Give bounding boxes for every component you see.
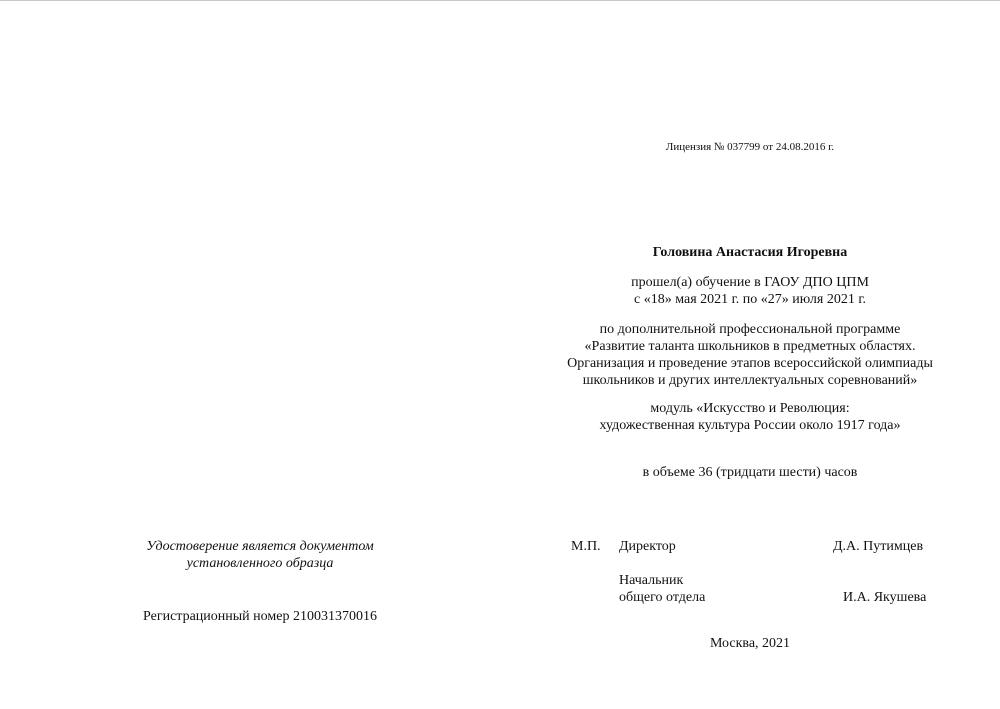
city-year-block: [500, 635, 1000, 652]
certificate-note-line-1: Удостоверение является документом: [146, 539, 374, 554]
license-line: [500, 139, 1000, 156]
module-block: [500, 400, 1000, 434]
training-block: [500, 274, 1000, 308]
program-line-1: по дополнительной профессиональной программе: [599, 322, 901, 337]
head-title-line-2: общего отдела: [619, 590, 706, 605]
registration-number: Регистрационный номер 210031370016: [143, 609, 377, 624]
stamp-placeholder: М.П.: [571, 539, 601, 554]
page-top-border: [0, 0, 1000, 1]
director-title: Директор: [619, 539, 676, 554]
certificate-note-line-2: установленного образца: [186, 556, 334, 571]
recipient-name: Головина Анастасия Игоревна: [652, 245, 848, 260]
training-line-1: прошел(а) обучение в ГАОУ ДПО ЦПМ: [631, 275, 869, 290]
volume-text: в объеме 36 (тридцати шести) часов: [642, 465, 858, 480]
program-line-3: Организация и проведение этапов всероссийской олимпиады: [567, 356, 933, 371]
recipient-name-block: [500, 244, 1000, 261]
head-name: И.А. Якушева: [843, 590, 927, 605]
program-line-2: «Развитие таланта школьников в предметных областях.: [584, 339, 916, 354]
city-year: Москва, 2021: [709, 636, 791, 651]
program-line-4: школьников и других интеллектуальных соревнований»: [582, 373, 918, 388]
volume-block: [500, 464, 1000, 481]
director-name: Д.А. Путимцев: [833, 539, 924, 554]
module-line-1: модуль «Искусство и Революция:: [650, 401, 850, 416]
module-line-2: художественная культура России около 1917 года»: [599, 418, 901, 433]
license-text: Лицензия № 037799 от 24.08.2016 г.: [665, 141, 835, 153]
training-line-2: с «18» мая 2021 г. по «27» июля 2021 г.: [634, 292, 866, 307]
certificate-note: [100, 538, 420, 572]
program-block: [500, 321, 1000, 389]
head-title-line-1: Начальник: [619, 573, 684, 588]
